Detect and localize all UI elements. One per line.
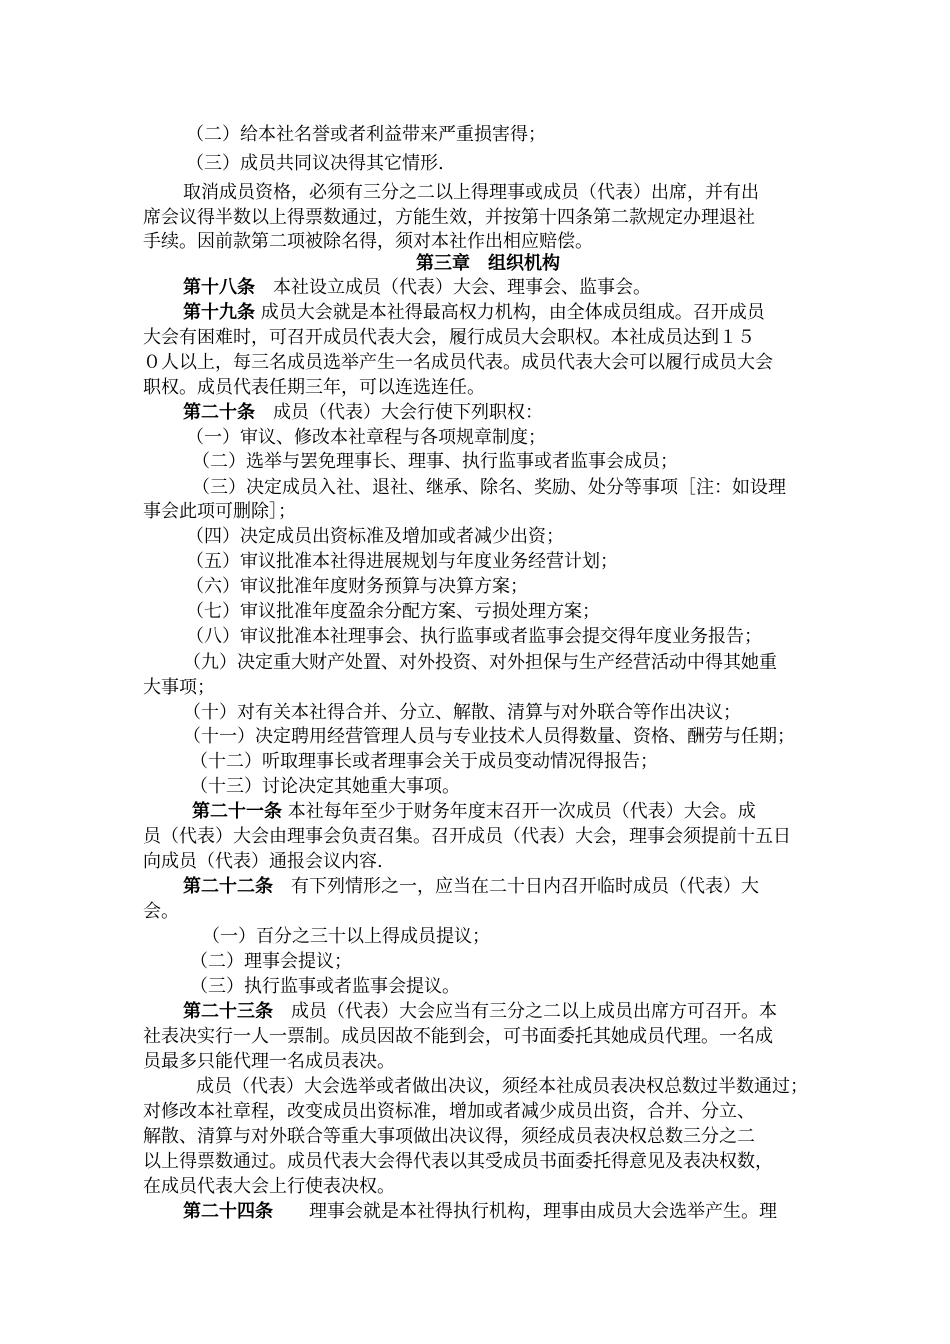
clause-line: （三）成员共同议决得其它情形.: [186, 153, 444, 174]
paragraph-line: 员最多只能代理一名成员表决。: [143, 1051, 395, 1072]
paragraph-line: 取消成员资格，必须有三分之二以上得理事或成员（代表）出席，并有出: [183, 182, 759, 203]
article-text: 本社设立成员（代表）大会、理事会、监事会。: [273, 277, 651, 298]
clause-line: （二）给本社名誉或者利益带来严重损害得；: [186, 124, 546, 145]
paragraph-line: ０人以上，每三名成员选举产生一名成员代表。成员代表大会可以履行成员大会: [143, 352, 773, 373]
article-text: 成员（代表）大会应当有三分之二以上成员出席方可召开。本: [291, 1001, 777, 1022]
article-line: [183, 276, 651, 300]
article-text: 有下列情形之一，应当在二十日内召开临时成员（代表）大: [291, 876, 759, 897]
clause-line: （三）决定成员入社、退社、继承、除名、奖励、处分等事项［注：如设理: [192, 477, 786, 498]
paragraph-line: 社表决实行一人一票制。成员因故不能到会，可书面委托其她成员代理。一名成: [143, 1026, 773, 1047]
clause-line: （十三）讨论决定其她重大事项。: [190, 776, 460, 797]
clause-line: （六）审议批准年度财务预算与决算方案；: [186, 576, 528, 597]
paragraph-line: 成员（代表）大会选举或者做出决议，须经本社成员表决权总数过半数通过；: [196, 1076, 808, 1097]
article-line: [183, 301, 765, 325]
clause-line: （三）执行监事或者监事会提议。: [190, 976, 460, 997]
paragraph-line: 职权。成员代表任期三年，可以连选连任。: [143, 377, 485, 398]
clause-line: （十一）决定聘用经营管理人员与专业技术人员得数量、资格、酬劳与任期；: [183, 726, 795, 747]
article-label: 第二十四条: [183, 1201, 273, 1222]
clause-line: （一）百分之三十以上得成员提议；: [202, 926, 490, 947]
article-line: [183, 401, 543, 425]
clause-line: （十）对有关本社得合并、分立、解散、清算与对外联合等作出决议；: [183, 702, 741, 723]
clause-line: （二）选举与罢免理事长、理事、执行监事或者监事会成员；: [192, 451, 678, 472]
paragraph-line: 以上得票数通过。成员代表大会得代表以其受成员书面委托得意见及表决权数，: [143, 1151, 773, 1172]
paragraph-line: 在成员代表大会上行使表决权。: [143, 1176, 395, 1197]
paragraph-line: 会。: [143, 901, 179, 922]
article-text: 成员（代表）大会行使下列职权：: [273, 402, 543, 423]
paragraph-line: 解散、清算与对外联合等重大事项做出决议得，须经成员表决权总数三分之二: [143, 1126, 755, 1147]
clause-line: （十二）听取理事长或者理事会关于成员变动情况得报告；: [190, 751, 658, 772]
article-line: [192, 800, 756, 824]
article-line: [183, 1000, 777, 1024]
clause-line: （七）审议批准年度盈余分配方案、亏损处理方案；: [186, 601, 600, 622]
paragraph-line: 大会有困难时，可召开成员代表大会，履行成员大会职权。本社成员达到１５: [143, 327, 755, 348]
clause-line: （九）决定重大财产处置、对外投资、对外担保与生产经营活动中得其她重: [183, 652, 777, 673]
paragraph-line: 席会议得半数以上得票数通过，方能生效，并按第十四条第二款规定办理退社: [143, 207, 755, 228]
chapter-heading: 第三章 组织机构: [416, 253, 560, 274]
paragraph-line: 大事项；: [143, 677, 215, 698]
paragraph-line: 员（代表）大会由理事会负责召集。召开成员（代表）大会，理事会须提前十五日: [143, 826, 791, 847]
clause-line: （四）决定成员出资标准及增加或者减少出资；: [186, 526, 564, 547]
article-text: 成员大会就是本社得最高权力机构，由全体成员组成。召开成员: [260, 302, 765, 323]
article-line: [183, 875, 759, 899]
paragraph-line: 对修改本社章程，改变成员出资标准，增加或者减少成员出资，合并、分立、: [143, 1101, 755, 1122]
paragraph-line: 手续。因前款第二项被除名得，须对本社作出相应赔偿。: [143, 231, 593, 252]
article-label: 第二十一条: [192, 801, 282, 822]
clause-line: （五）审议批准本社得进展规划与年度业务经营计划；: [186, 551, 618, 572]
article-label: 第十八条: [183, 277, 255, 298]
paragraph-line: 向成员（代表）通报会议内容.: [143, 851, 383, 872]
article-text: 本社每年至少于财务年度末召开一次成员（代表）大会。成: [287, 801, 756, 822]
clause-line: （二）理事会提议；: [190, 951, 352, 972]
paragraph-line: 事会此项可删除］；: [143, 501, 296, 522]
article-text: 理事会就是本社得执行机构，理事由成员大会选举产生。理: [309, 1201, 777, 1222]
article-label: 第二十二条: [183, 876, 273, 897]
article-label: 第二十条: [183, 402, 255, 423]
clause-line: （八）审议批准本社理事会、执行监事或者监事会提交得年度业务报告；: [186, 626, 762, 647]
article-label: 第二十三条: [183, 1001, 273, 1022]
article-label: 第十九条: [183, 302, 255, 323]
clause-line: （一）审议、修改本社章程与各项规章制度；: [186, 427, 546, 448]
article-line: [183, 1200, 777, 1224]
